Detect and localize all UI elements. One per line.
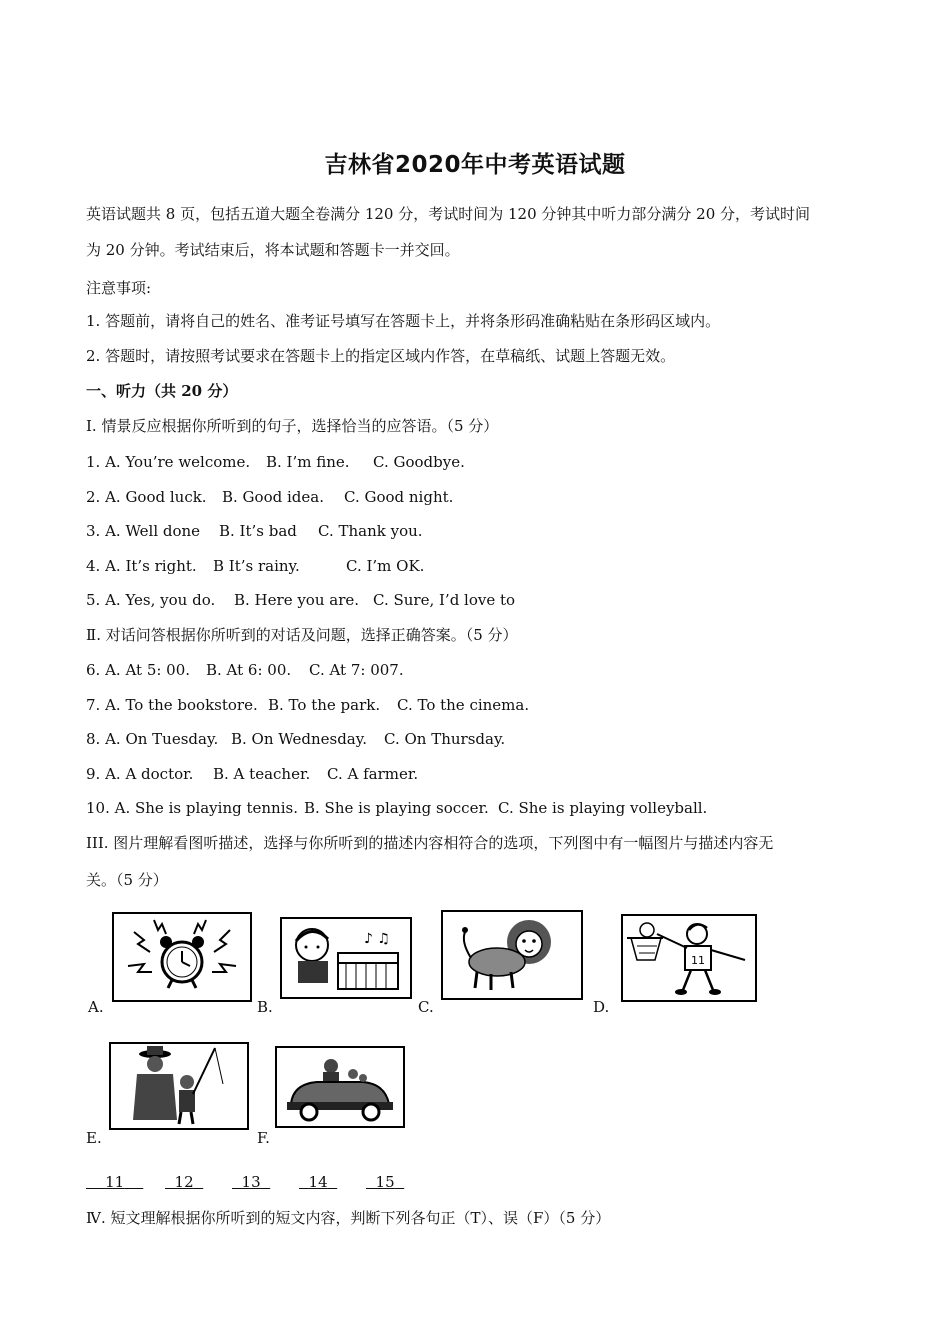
option-b: B It’s rainy. [213, 557, 300, 575]
note-item-2: 2. 答题时，请按照考试要求在答题卡上的指定区域内作答，在草稿纸、试题上答题无效。 [86, 347, 676, 365]
part3-instruction-line-2: 关。（5 分） [86, 871, 168, 889]
picture-e-fishing [109, 1042, 249, 1130]
option-b: B. It’s bad [219, 522, 297, 540]
answer-blank-11[interactable] [86, 1173, 143, 1191]
answer-blank-14[interactable] [299, 1173, 337, 1191]
answer-blank-15[interactable] [366, 1173, 404, 1191]
picture-label-d: D. [593, 998, 610, 1016]
option-a: 5. A. Yes, you do. [86, 591, 216, 609]
picture-d-basketball [621, 914, 757, 1002]
part3-instruction-line-1: III. 图片理解看图听描述，选择与你所听到的描述内容相符合的选项，下列图中有一幅图片与描述内容无 [86, 834, 774, 852]
option-a: 6. A. At 5: 00. [86, 661, 191, 679]
picture-label-c: C. [418, 998, 434, 1016]
option-a: 3. A. Well done [86, 522, 201, 540]
car-icon [277, 1048, 403, 1126]
note-item-1: 1. 答题前，请将自己的姓名、准考证号填写在答题卡上，并将条形码准确粘贴在条形码区域内。 [86, 312, 721, 330]
option-b: B. On Wednesday. [231, 730, 367, 748]
question-row [86, 695, 529, 715]
option-a: 10. A. She is playing tennis. [86, 799, 298, 817]
svg-text:♪ ♫: ♪ ♫ [364, 931, 390, 947]
option-b: B. I’m fine. [266, 453, 350, 471]
blank-number: 12 [174, 1173, 194, 1191]
part1-instruction: Ⅰ. 情景反应根据你所听到的句子，选择恰当的应答语。（5 分） [86, 417, 499, 435]
picture-label-f: F. [257, 1129, 270, 1147]
piano-player-icon [282, 919, 410, 997]
option-a: 9. A. A doctor. [86, 765, 194, 783]
question-row [86, 798, 707, 818]
question-row [86, 764, 418, 784]
option-c: C. Good night. [344, 488, 454, 506]
question-row [86, 452, 465, 472]
section-heading-listening: 一、听力（共 20 分） [86, 382, 238, 400]
blank-number: 14 [308, 1173, 328, 1191]
alarm-clock-icon [114, 914, 250, 1000]
option-b: B. To the park. [268, 696, 381, 714]
option-b: B. She is playing soccer. [304, 799, 489, 817]
answer-blank-12[interactable] [165, 1173, 203, 1191]
picture-c-lion [441, 910, 583, 1000]
option-b: B. Good idea. [222, 488, 324, 506]
option-a: 7. A. To the bookstore. [86, 696, 258, 714]
option-c: C. Goodbye. [373, 453, 465, 471]
question-row [86, 521, 423, 541]
option-c: C. On Thursday. [384, 730, 506, 748]
question-row [86, 487, 453, 507]
option-c: C. She is playing volleyball. [498, 799, 708, 817]
blank-number: 15 [375, 1173, 395, 1191]
part4-instruction: Ⅳ. 短文理解根据你所听到的短文内容，判断下列各句正（T）、误（F）（5 分） [86, 1209, 611, 1227]
picture-f-car [275, 1046, 405, 1128]
notes-heading: 注意事项: [86, 279, 152, 297]
question-row [86, 729, 505, 749]
picture-label-b: B. [257, 998, 273, 1016]
option-a: 2. A. Good luck. [86, 488, 207, 506]
option-c: C. To the cinema. [397, 696, 530, 714]
intro-line-1: 英语试题共 8 页，包括五道大题全卷满分 120 分，考试时间为 120 分钟其中听力部分满分 20 分，考试时间 [86, 205, 811, 223]
option-c: C. At 7: 007. [309, 661, 404, 679]
option-b: B. At 6: 00. [206, 661, 292, 679]
option-a: 4. A. It’s right. [86, 557, 197, 575]
picture-b-piano [280, 917, 412, 999]
answer-blank-13[interactable] [232, 1173, 270, 1191]
picture-a-alarm-clock [112, 912, 252, 1002]
lion-icon [443, 912, 581, 998]
option-c: C. Thank you. [318, 522, 423, 540]
blank-number: 11 [105, 1173, 125, 1191]
page-title: 吉林省2020年中考英语试题 [324, 152, 626, 178]
picture-label-a: A. [88, 998, 104, 1016]
option-a: 1. A. You’re welcome. [86, 453, 251, 471]
question-row [86, 590, 515, 610]
option-c: C. Sure, I’d love to [373, 591, 516, 609]
option-b: B. Here you are. [234, 591, 360, 609]
blank-number: 13 [241, 1173, 261, 1191]
svg-text:11: 11 [691, 954, 705, 967]
option-c: C. I’m OK. [346, 557, 425, 575]
intro-line-2: 为 20 分钟。考试结束后，将本试题和答题卡一并交回。 [86, 241, 460, 259]
option-c: C. A farmer. [327, 765, 419, 783]
part2-instruction: Ⅱ. 对话问答根据你所听到的对话及问题，选择正确答案。（5 分） [86, 626, 518, 644]
option-b: B. A teacher. [213, 765, 311, 783]
fishing-icon [111, 1044, 247, 1128]
question-row [86, 556, 424, 576]
basketball-player-icon [623, 916, 755, 1000]
picture-label-e: E. [86, 1129, 102, 1147]
option-a: 8. A. On Tuesday. [86, 730, 219, 748]
question-row [86, 660, 404, 680]
